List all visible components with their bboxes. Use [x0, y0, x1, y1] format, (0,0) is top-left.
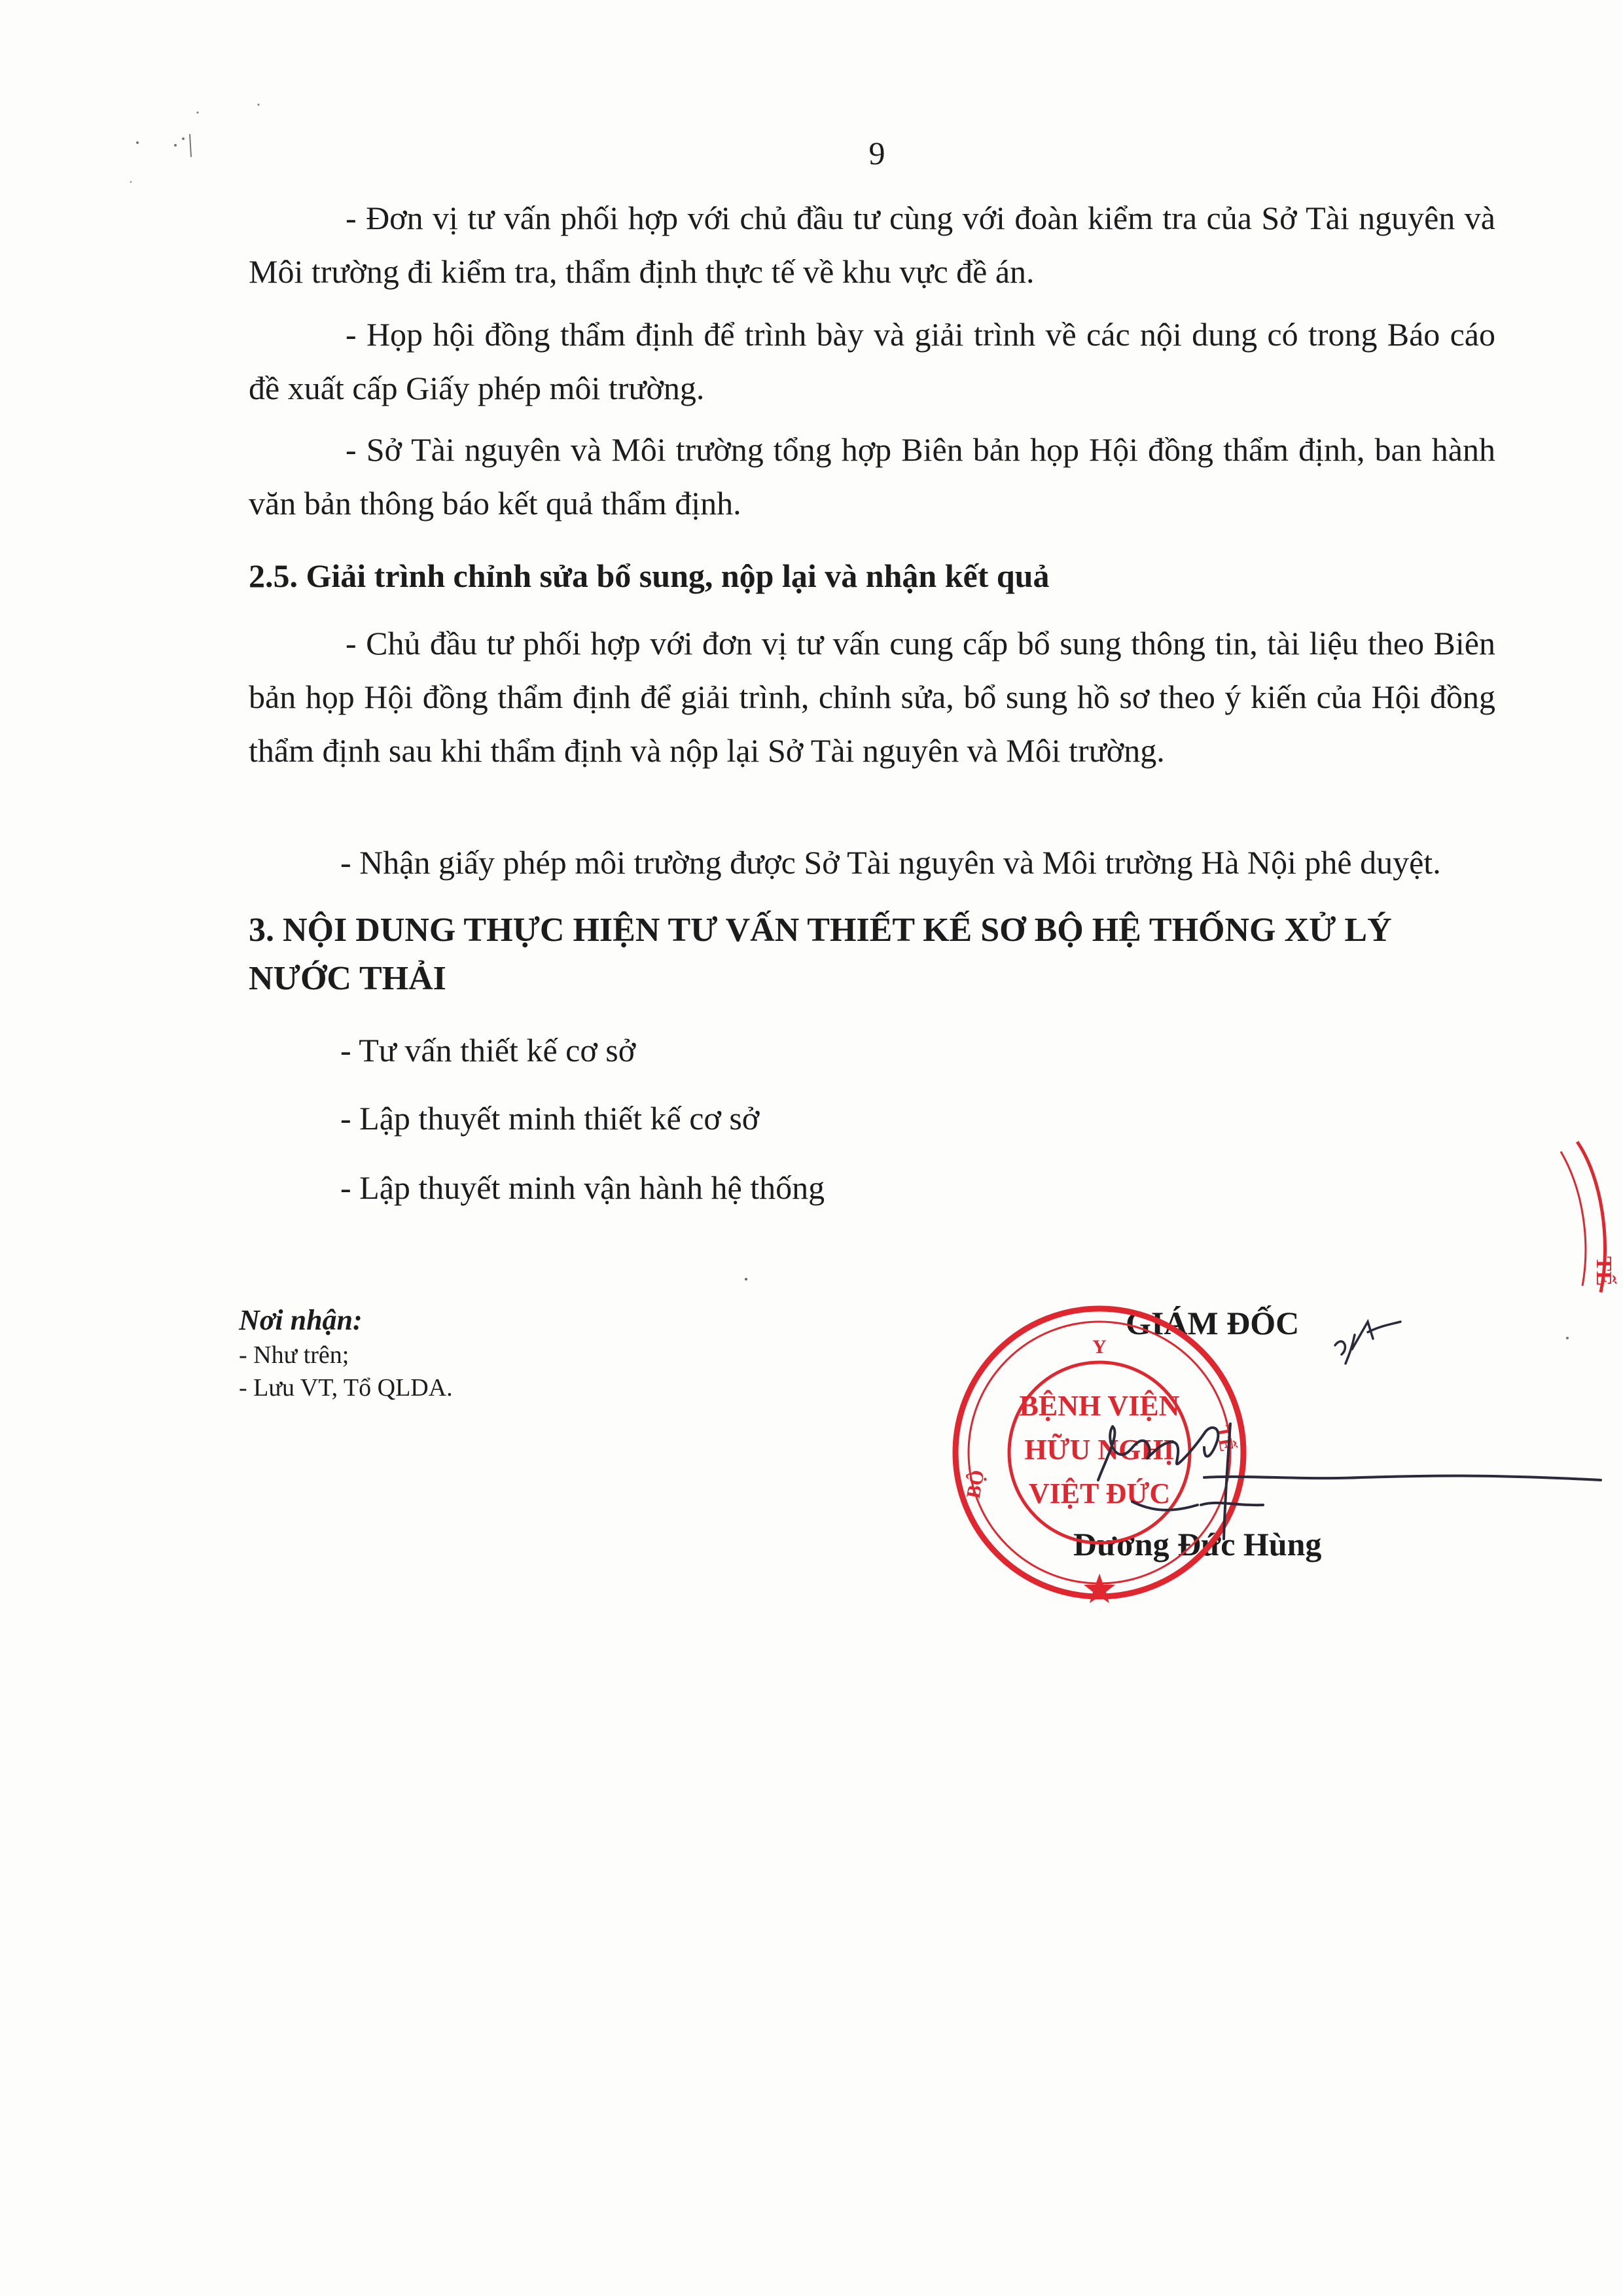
seal-text-line: HỮU NGHỊ	[1024, 1434, 1175, 1466]
paragraph-supplement-documents: - Chủ đầu tư phối hợp với đơn vị tư vấn cung cấp bổ sung thông tin, tài liệu theo Biên bản họp Hội đồng thẩm định để giải trình, chỉnh sửa, bổ sung hồ sơ theo ý kiến của Hội đồng thẩm định sau khi thẩm định và nộp lại Sở Tài nguyên và Môi trường.	[249, 625, 1495, 769]
paragraph-receive-permit: - Nhận giấy phép môi trường được Sở Tài nguyên và Môi trường Hà Nội phê duyệt.	[340, 844, 1441, 881]
signer-name: Dương Đức Hùng	[1073, 1526, 1322, 1563]
paragraph-consultant-inspection: - Đơn vị tư vấn phối hợp với chủ đầu tư cùng với đoàn kiểm tra của Sở Tài nguyên và Môi trường đi kiểm tra, thẩm định thực tế về khu vực đề án.	[249, 200, 1495, 290]
seal-text-line: BỆNH VIỆN	[1019, 1390, 1180, 1422]
list-item-design-explanation: - Lập thuyết minh thiết kế cơ sở	[340, 1100, 760, 1137]
scan-speck	[1566, 1337, 1569, 1339]
recipients-title: Nơi nhận:	[239, 1304, 363, 1336]
paragraph-appraisal-meeting: - Họp hội đồng thẩm định để trình bày và giải trình về các nội dung có trong Báo cáo đề xuất cấp Giấy phép môi trường.	[249, 316, 1495, 406]
edge-stamp-text: TẾ	[1592, 1256, 1616, 1286]
seal-text-line: VIỆT ĐỨC	[1028, 1477, 1171, 1510]
seal-ring-left-text: BỘ	[962, 1468, 989, 1500]
initials-mark	[1335, 1322, 1400, 1364]
handwritten-signature	[1098, 1424, 1601, 1539]
recipient-item: - Lưu VT, Tổ QLDA.	[239, 1374, 453, 1402]
list-item-operation-explanation: - Lập thuyết minh vận hành hệ thống	[340, 1169, 825, 1206]
signer-title: GIÁM ĐỐC	[1126, 1305, 1300, 1341]
recipient-item: - Như trên;	[239, 1341, 349, 1369]
page-number: 9	[868, 135, 885, 171]
section-3-heading-line2: NƯỚC THẢI	[249, 960, 446, 997]
section-3-heading-line1: 3. NỘI DUNG THỰC HIỆN TƯ VẤN THIẾT KẾ SƠ BỘ HỆ THỐNG XỬ LÝ	[249, 911, 1392, 949]
recipients-block	[239, 1302, 697, 1404]
paragraph-appraisal-result: - Sở Tài nguyên và Môi trường tổng hợp Biên bản họp Hội đồng thẩm định, ban hành văn bản thông báo kết quả thẩm định.	[249, 431, 1495, 521]
seal-ring-right-text: TẾ	[1211, 1423, 1238, 1453]
scan-marks	[124, 98, 268, 190]
seal-ring-top-text: Y	[1092, 1336, 1107, 1358]
scan-speck	[745, 1278, 747, 1280]
section-2-5-heading: 2.5. Giải trình chỉnh sửa bổ sung, nộp lại và nhận kết quả	[249, 557, 1050, 594]
edge-stamp	[1561, 1142, 1605, 1292]
list-item-basic-design: - Tư vấn thiết kế cơ sở	[340, 1032, 636, 1069]
seal-star-icon	[1084, 1574, 1115, 1603]
